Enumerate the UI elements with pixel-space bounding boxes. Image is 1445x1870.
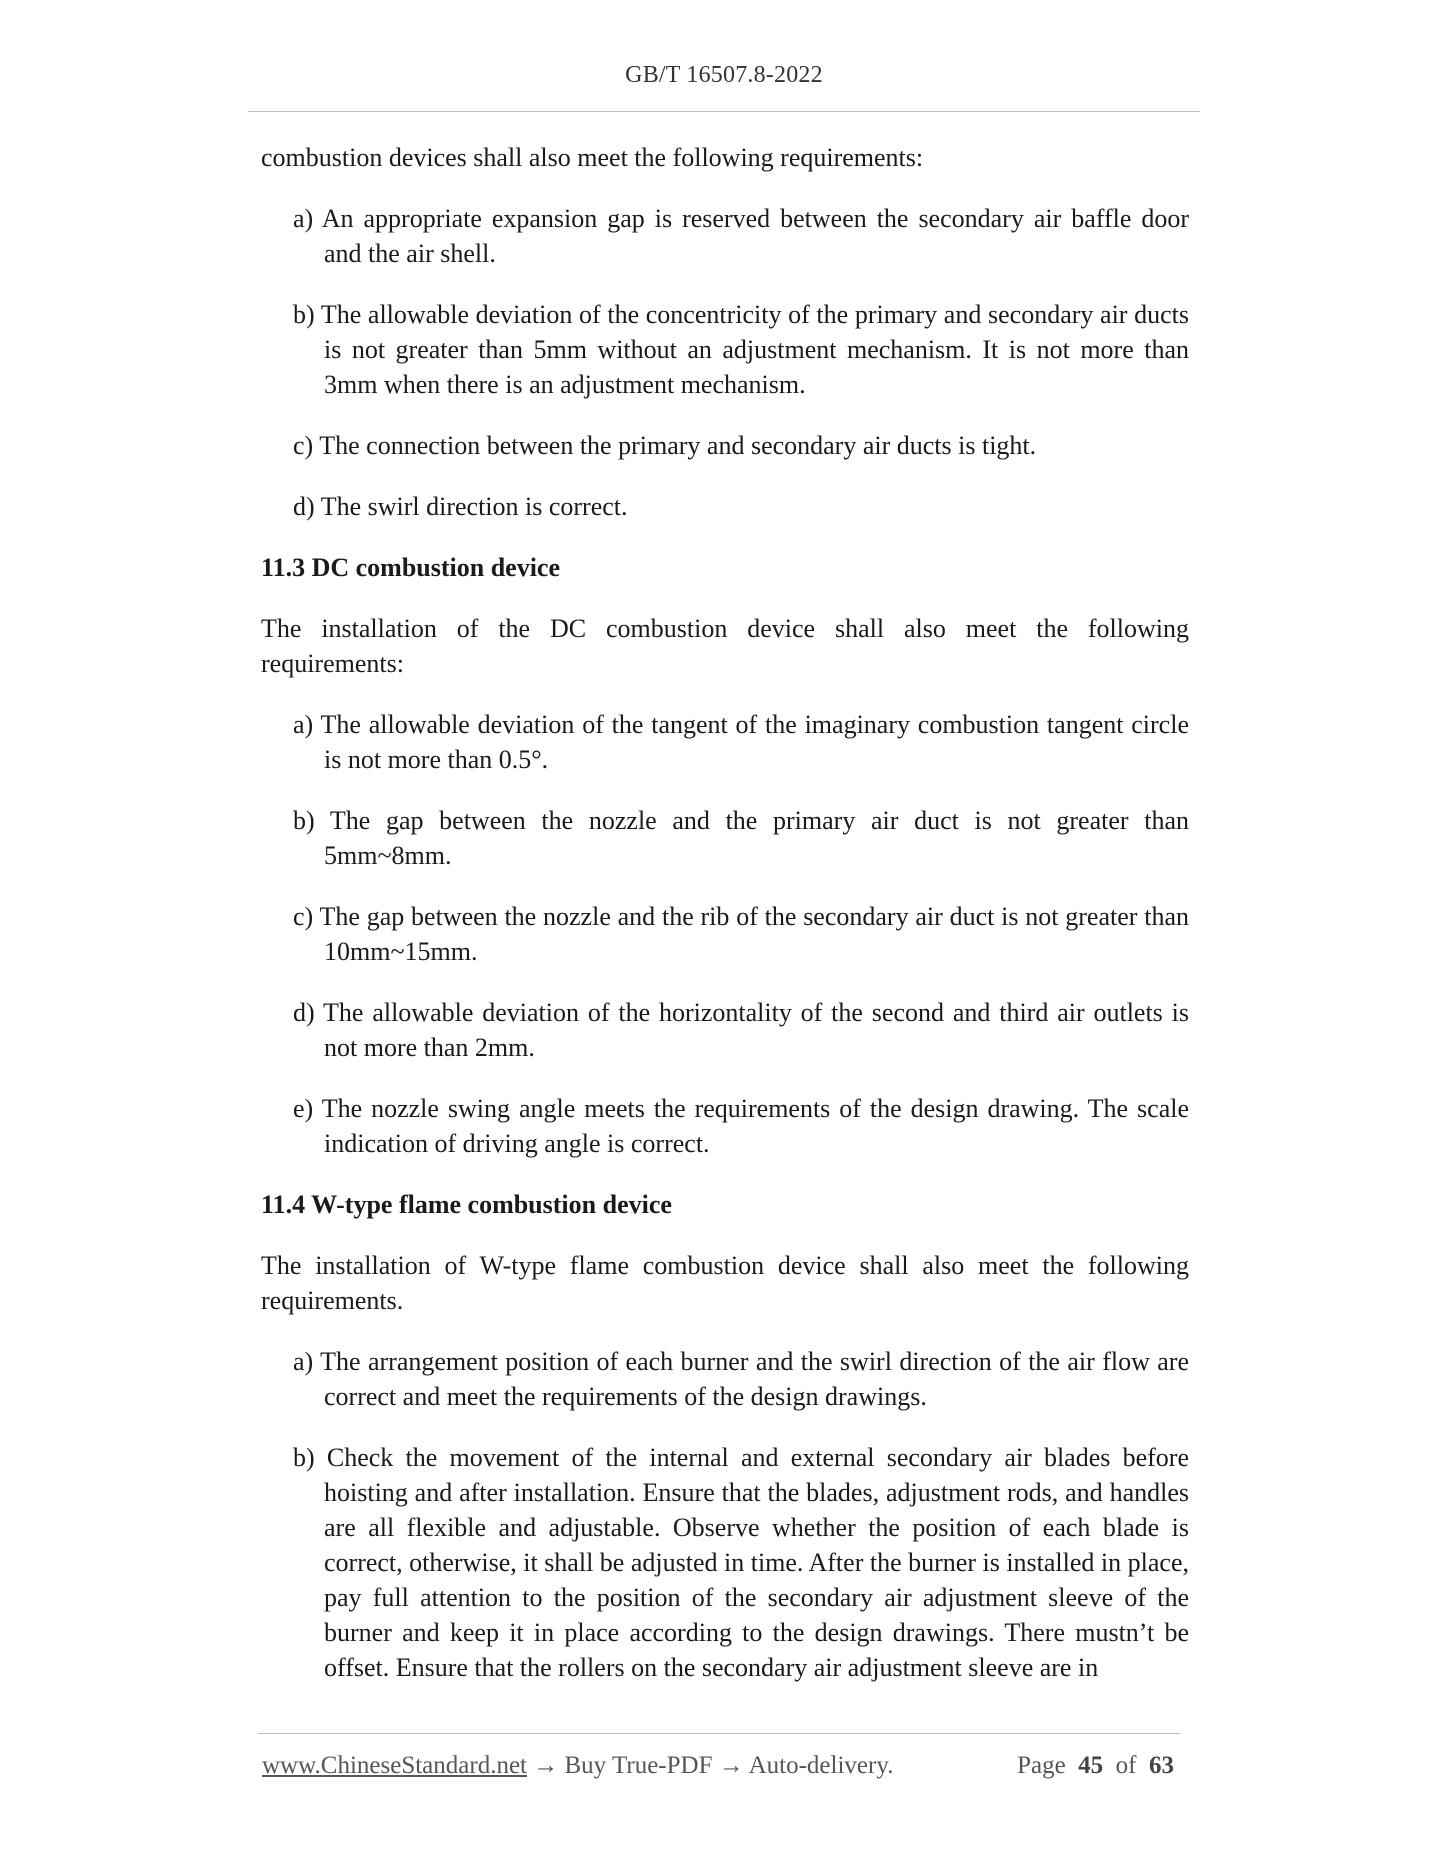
- list-item-c: c) The connection between the primary and secondary air ducts is tight.: [293, 431, 1037, 460]
- section-heading-11-3: 11.3 DC combustion device: [261, 553, 560, 582]
- document-body: [261, 140, 1189, 1711]
- section-11-3-intro: The installation of the DC combustion device shall also meet the following requirements:: [261, 614, 1189, 678]
- section-11-3-item-e: e) The nozzle swing angle meets the requirements of the design drawing. The scale indication of driving angle is correct.: [293, 1094, 1189, 1158]
- continued-paragraph: combustion devices shall also meet the following requirements:: [261, 143, 924, 172]
- section-11-4-intro: The installation of W-type flame combustion device shall also meet the following requirements.: [261, 1251, 1189, 1315]
- footer-promo: [262, 1752, 893, 1780]
- header-divider: [248, 111, 1200, 112]
- section-11-3-item-c: c) The gap between the nozzle and the rib of the secondary air duct is not greater than 10mm~15mm.: [293, 902, 1189, 966]
- section-11-4-item-a: a) The arrangement position of each burner and the swirl direction of the air flow are correct and meet the requirements of the design drawings.: [293, 1347, 1189, 1411]
- list-item-d: d) The swirl direction is correct.: [293, 492, 628, 521]
- footer-divider: [258, 1733, 1180, 1734]
- list-item-b: b) The allowable deviation of the concentricity of the primary and secondary air ducts is not greater than 5mm without an adjustment mechanism. It is not more than 3mm when there is an adjustment mechanism.: [293, 300, 1189, 399]
- section-11-3-item-b: b) The gap between the nozzle and the primary air duct is not greater than 5mm~8mm.: [293, 806, 1189, 870]
- total-page-number: 63: [1149, 1752, 1174, 1779]
- page-header: GB/T 16507.8-2022: [625, 62, 823, 88]
- section-heading-11-4: 11.4 W-type flame combustion device: [261, 1190, 672, 1219]
- page-counter: [1017, 1752, 1174, 1780]
- footer-tagline: → Buy True-PDF → Auto-delivery.: [527, 1752, 894, 1779]
- section-11-4-item-b: b) Check the movement of the internal and external secondary air blades before hoisting and after installation. Ensure that the blades, adjustment rods, and handles are all flexible and adjustable. Observe whether the position of each blade is correct, otherwise, it shall be adjusted in time. After the burner is installed in place, pay full attention to the position of the secondary air adjustment sleeve of the burner and keep it in place according to the design drawings. There mustn’t be offset. Ensure that the rollers on the secondary air adjustment sleeve are in: [293, 1443, 1189, 1682]
- section-11-3-item-a: a) The allowable deviation of the tangent of the imaginary combustion tangent circle is not more than 0.5°.: [293, 710, 1189, 774]
- current-page-number: 45: [1078, 1752, 1104, 1779]
- section-11-3-item-d: d) The allowable deviation of the horizontality of the second and third air outlets is not more than 2mm.: [293, 998, 1189, 1062]
- page-label: Page: [1017, 1752, 1066, 1779]
- list-item-a: a) An appropriate expansion gap is reserved between the secondary air baffle door and the air shell.: [293, 204, 1189, 268]
- site-link[interactable]: www.ChineseStandard.net: [262, 1752, 527, 1779]
- of-label: of: [1115, 1752, 1137, 1779]
